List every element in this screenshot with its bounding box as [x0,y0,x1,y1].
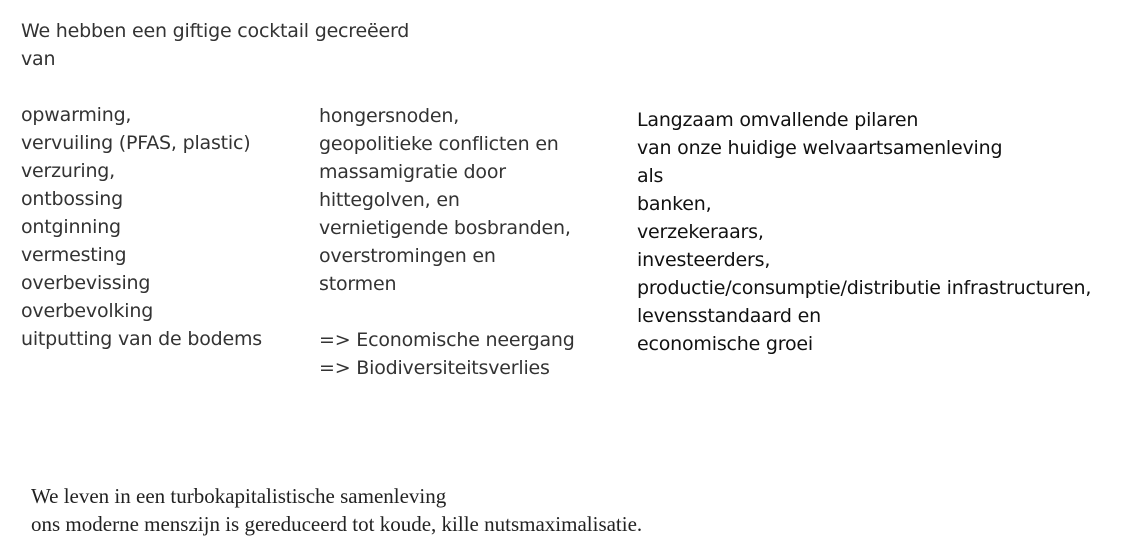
pillar-item: Langzaam omvallende pilaren [637,109,919,131]
footer-line: We leven in een turbokapitalistische samenleving [31,484,447,508]
pillar-item: levensstandaard en [637,305,821,327]
pillar-item: banken, [637,193,712,215]
cause-item: uitputting van de bodems [21,328,262,350]
pillar-item: investeerders, [637,249,771,271]
effect-item: vernietigende bosbranden, [319,217,571,239]
effect-item: hittegolven, en [319,189,460,211]
effect-item: massamigratie door [319,161,506,183]
pillar-item: verzekeraars, [637,221,764,243]
pillar-item: productie/consumptie/distributie infrastructuren, [637,277,1092,299]
cause-item: overbevissing [21,272,151,294]
pillar-item: als [637,165,664,187]
causes-column [21,101,262,353]
pillar-item: van onze huidige welvaartsamenleving [637,137,1003,159]
cause-item: opwarming, [21,104,132,126]
intro-text [21,17,409,73]
conclusion-item: => Economische neergang [319,329,575,351]
cause-item: vervuiling (PFAS, plastic) [21,132,251,154]
footer-line: ons moderne menszijn is gereduceerd tot koude, kille nutsmaximalisatie. [31,512,643,536]
effect-item: overstromingen en [319,245,496,267]
pillars-column [637,106,1091,358]
pillar-item: economische groei [637,333,813,355]
effect-item: hongersnoden, [319,105,460,127]
conclusion-item: => Biodiversiteitsverlies [319,357,550,379]
intro-line: We hebben een giftige cocktail gecreëerd [21,20,410,42]
cause-item: verzuring, [21,160,115,182]
cause-item: ontginning [21,216,121,238]
effects-column [319,102,575,382]
spacer [319,298,575,326]
effect-item: geopolitieke conflicten en [319,133,559,155]
cause-item: ontbossing [21,188,123,210]
cause-item: overbevolking [21,300,154,322]
effect-item: stormen [319,273,397,295]
intro-line: van [21,48,56,70]
cause-item: vermesting [21,244,127,266]
footer-text [31,482,642,538]
